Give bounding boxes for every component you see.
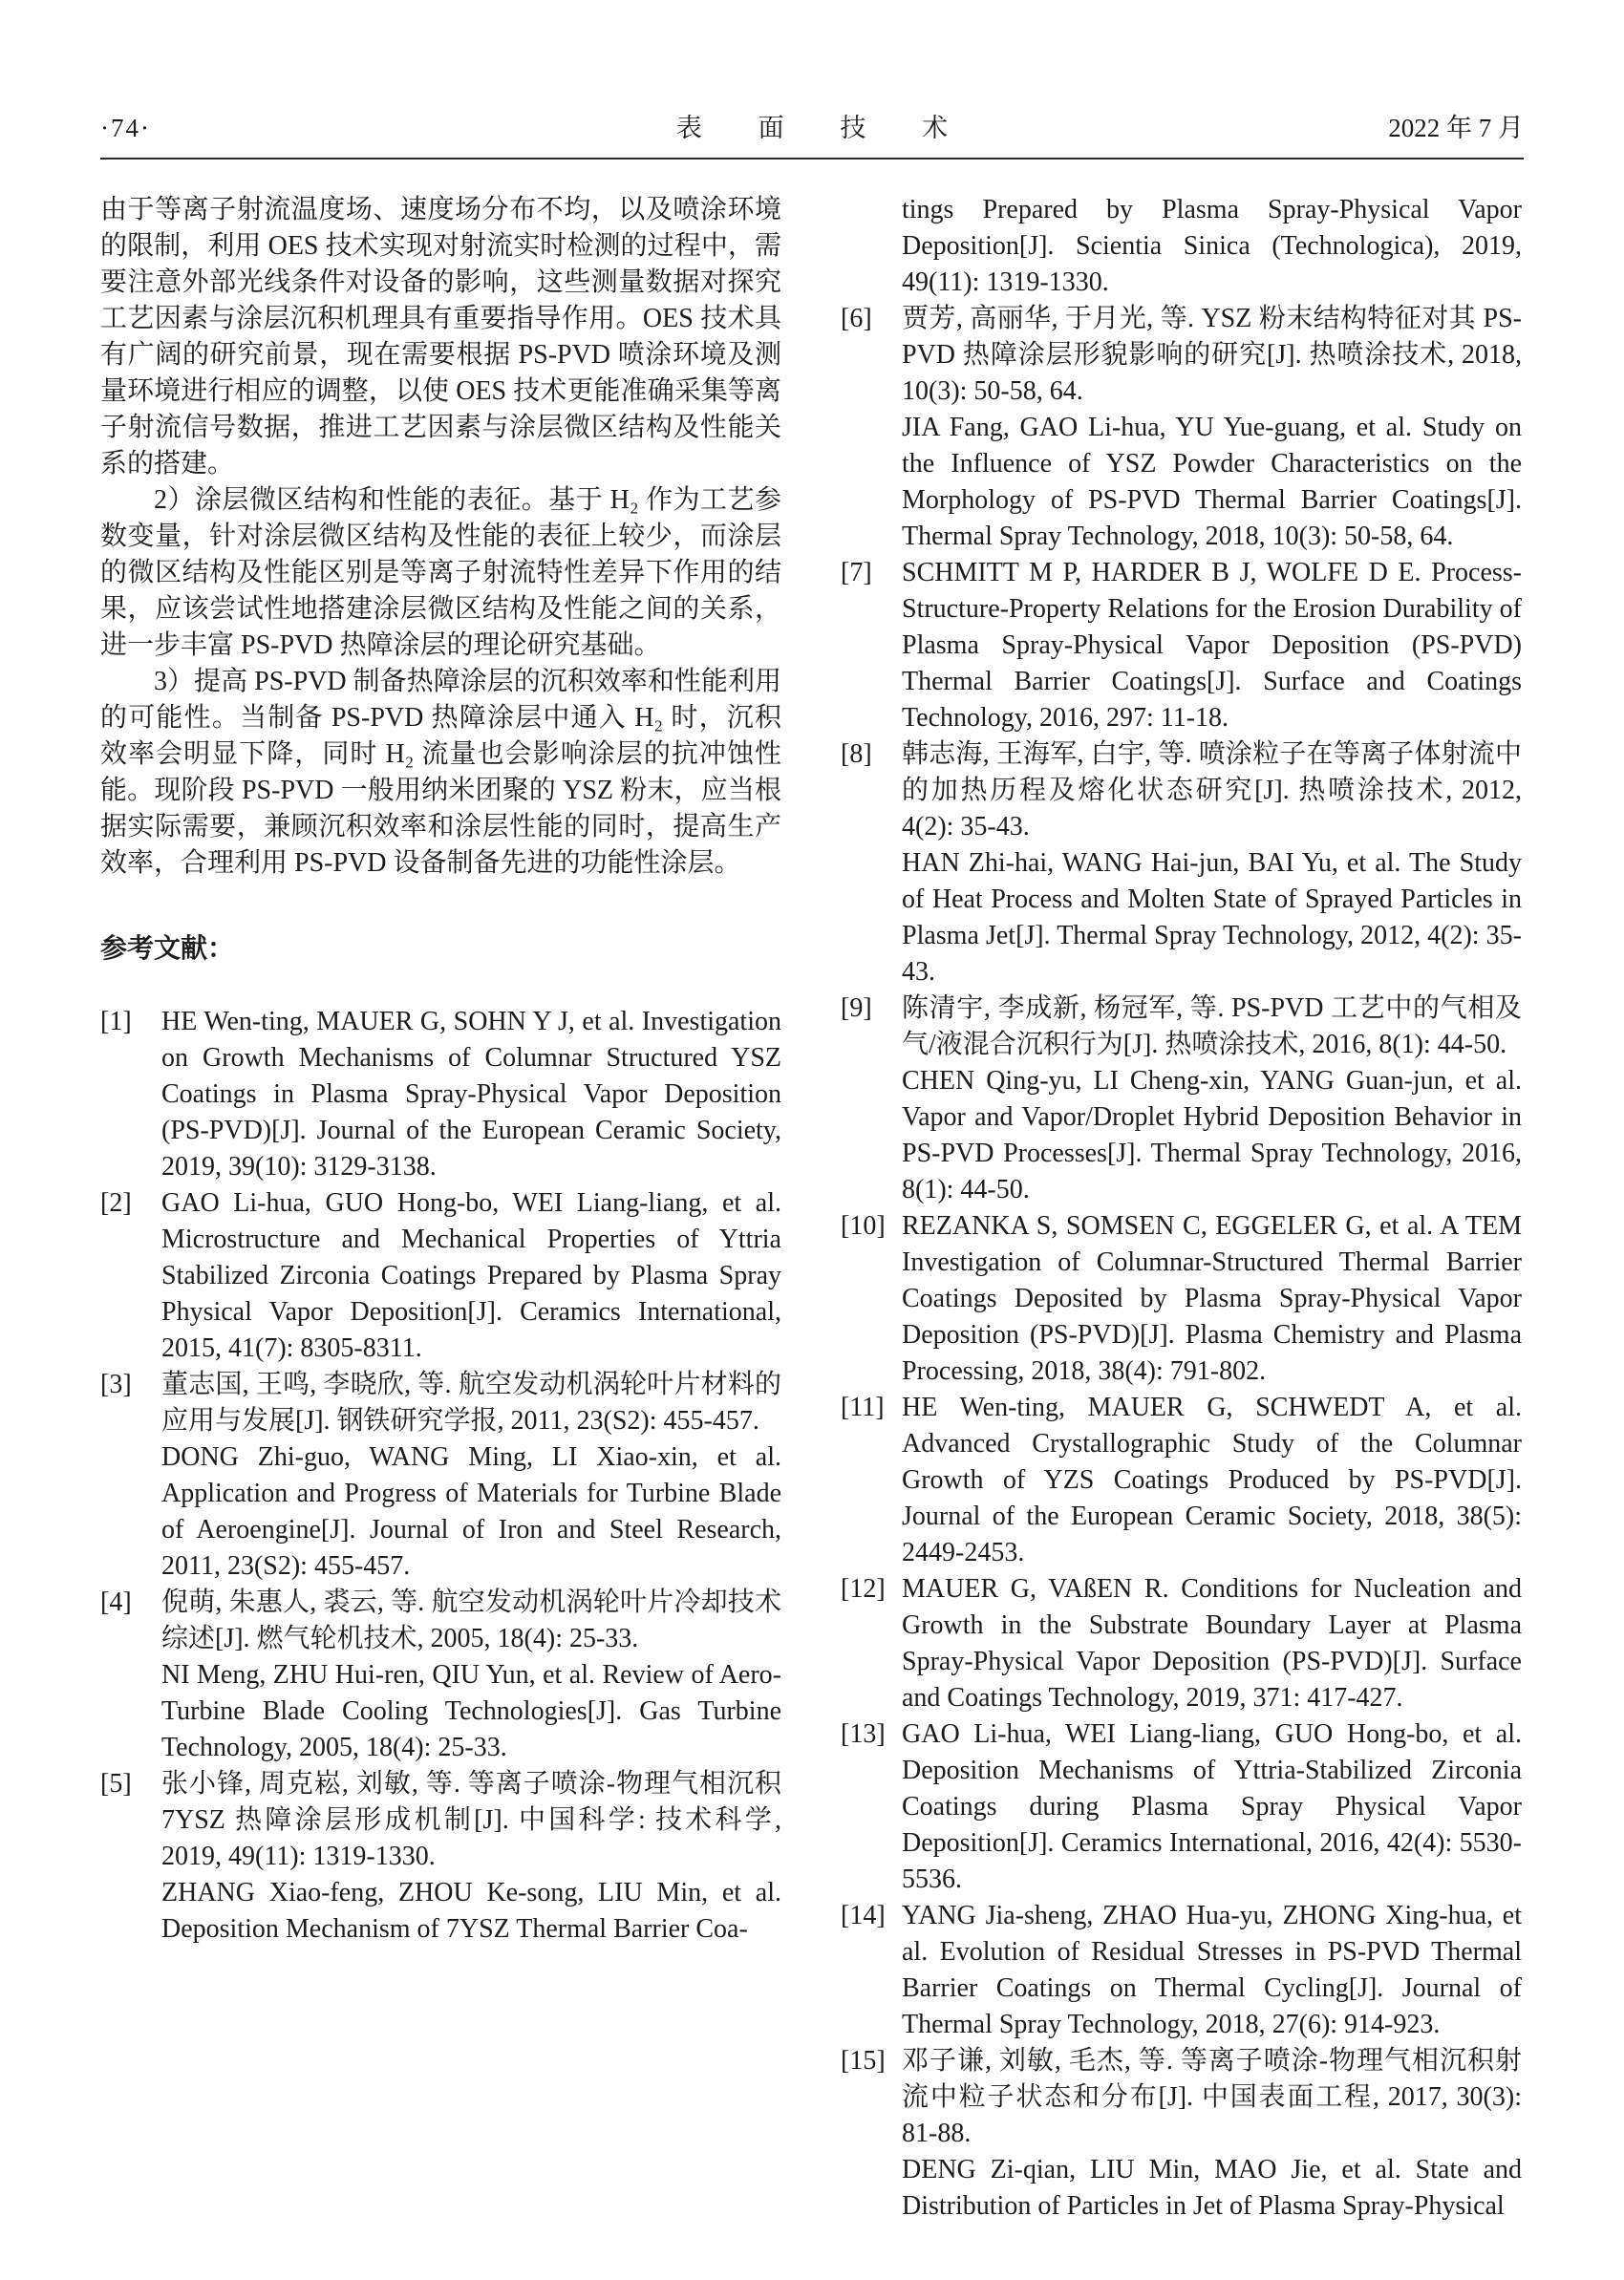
reference-number: [3] bbox=[100, 1370, 132, 1399]
reference-text: 贾芳, 高丽华, 于月光, 等. YSZ 粉末结构特征对其 PS-PVD 热障涂层形貌影响的研究[J]. 热喷涂技术, 2018, 10(3): 50-58, 64. bbox=[902, 304, 1522, 406]
reference-number: [5] bbox=[100, 1769, 132, 1799]
reference-body bbox=[902, 1716, 1522, 1898]
reference-body bbox=[161, 1367, 781, 1585]
reference-item bbox=[841, 301, 1522, 555]
reference-number: [6] bbox=[841, 304, 872, 333]
reference-item bbox=[841, 2043, 1522, 2225]
reference-item bbox=[841, 1716, 1522, 1898]
reference-item bbox=[841, 736, 1522, 991]
reference-text: 董志国, 王鸣, 李晓欣, 等. 航空发动机涡轮叶片材料的应用与发展[J]. 钢铁研究学报, 2011, 23(S2): 455-457. bbox=[161, 1370, 781, 1436]
reference-continuation bbox=[841, 192, 1522, 301]
reference-text: ZHANG Xiao-feng, ZHOU Ke-song, LIU Min, et al. Deposition Mechanism of 7YSZ Thermal Barrier Coa- bbox=[161, 1878, 781, 1944]
reference-number: [11] bbox=[841, 1393, 885, 1422]
reference-number: [7] bbox=[841, 558, 872, 587]
reference-body bbox=[161, 1185, 781, 1367]
reference-number: [13] bbox=[841, 1719, 886, 1749]
reference-item bbox=[100, 1367, 781, 1585]
reference-item bbox=[841, 1208, 1522, 1390]
reference-item bbox=[100, 1766, 781, 1948]
body-paragraph: 3）提高 PS-PVD 制备热障涂层的沉积效率和性能利用的可能性。当制备 PS-PVD 热障涂层中通入 H₂ 时，沉积效率会明显下降，同时 H₂ 流量也会影响涂层的抗冲蚀性能。现阶段 PS-PVD 一般用纳米团聚的 YSZ 粉末，应当根据实际需要，兼顾沉积效率和涂层性能的同时，提高生产效率，合理利用 PS-PVD 设备制备先进的功能性涂层。 bbox=[100, 667, 781, 878]
reference-text: YANG Jia-sheng, ZHAO Hua-yu, ZHONG Xing-hua, et al. Evolution of Residual Stresses in PS-PVD Thermal Barrier Coatings on Thermal Cycling[J]. Journal of Thermal Spray Technology, 2018, 27(6): 914-923. bbox=[902, 1901, 1522, 2039]
journal-title: 表 面 技 术 bbox=[675, 114, 973, 142]
reference-number: [15] bbox=[841, 2046, 886, 2076]
reference-item bbox=[100, 1185, 781, 1367]
reference-item bbox=[841, 1390, 1522, 1571]
reference-body bbox=[902, 1208, 1522, 1390]
references-list-left bbox=[100, 1004, 781, 1948]
reference-number: [9] bbox=[841, 993, 872, 1023]
reference-item bbox=[100, 1004, 781, 1185]
reference-text: HAN Zhi-hai, WANG Hai-jun, BAI Yu, et al. The Study of Heat Process and Molten State of Sprayed Particles in Plasma Jet[J]. Thermal Spray Technology, 2012, 4(2): 35-43. bbox=[902, 848, 1522, 987]
body-paragraph: 2）涂层微区结构和性能的表征。基于 H₂ 作为工艺参数变量，针对涂层微区结构及性能的表征上较少，而涂层的微区结构及性能区别是等离子射流特性差异下作用的结果，应该尝试性地搭建涂层微区结构及性能之间的关系，进一步丰富 PS-PVD 热障涂层的理论研究基础。 bbox=[100, 485, 781, 660]
two-column-body bbox=[100, 192, 1524, 2225]
reference-number: [8] bbox=[841, 739, 872, 769]
reference-text: REZANKA S, SOMSEN C, EGGELER G, et al. A TEM Investigation of Columnar-Structured Thermal Barrier Coatings Deposited by Plasma Spray-Physical Vapor Deposition (PS-PVD)[J]. Plasma Chemistry and Plasma Processing, 2018, 38(4): 791-802. bbox=[902, 1211, 1522, 1386]
reference-body bbox=[902, 301, 1522, 555]
reference-body bbox=[902, 1898, 1522, 2043]
reference-body bbox=[161, 1766, 781, 1948]
reference-number: [4] bbox=[100, 1587, 132, 1617]
reference-body bbox=[161, 1585, 781, 1766]
reference-text: 邓子谦, 刘敏, 毛杰, 等. 等离子喷涂-物理气相沉积射流中粒子状态和分布[J]. 中国表面工程, 2017, 30(3): 81-88. bbox=[902, 2046, 1522, 2148]
reference-number: [12] bbox=[841, 1574, 886, 1604]
reference-text: HE Wen-ting, MAUER G, SOHN Y J, et al. Investigation on Growth Mechanisms of Columnar Structured YSZ Coatings in Plasma Spray-Physical Vapor Deposition (PS-PVD)[J]. Journal of the European Ceramic Society, 2019, 39(10): 3129-3138. bbox=[161, 1007, 781, 1182]
reference-body bbox=[902, 555, 1522, 736]
reference-text: HE Wen-ting, MAUER G, SCHWEDT A, et al. Advanced Crystallographic Study of the Columnar Growth of YZS Coatings Produced by PS-PVD[J]. Journal of the European Ceramic Society, 2018, 38(5): 2449-2453. bbox=[902, 1393, 1522, 1567]
reference-text: GAO Li-hua, WEI Liang-liang, GUO Hong-bo, et al. Deposition Mechanisms of Yttria-Stabilized Zirconia Coatings during Plasma Spray Physical Vapor Deposition[J]. Ceramics International, 2016, 42(4): 5530-5536. bbox=[902, 1719, 1522, 1894]
issue-date: 2022 年 7 月 bbox=[1388, 114, 1524, 142]
reference-text: DENG Zi-qian, LIU Min, MAO Jie, et al. State and Distribution of Particles in Jet of Plasma Spray-Physical bbox=[902, 2155, 1522, 2221]
reference-text: MAUER G, VAßEN R. Conditions for Nucleation and Growth in the Substrate Boundary Layer at Plasma Spray-Physical Vapor Deposition (PS-PVD)[J]. Surface and Coatings Technology, 2019, 371: 417-427. bbox=[902, 1574, 1522, 1713]
reference-body bbox=[902, 1571, 1522, 1716]
reference-body bbox=[902, 1390, 1522, 1571]
reference-item bbox=[841, 555, 1522, 736]
reference-text: tings Prepared by Plasma Spray-Physical Vapor Deposition[J]. Scientia Sinica (Technologica), 2019, 49(11): 1319-1330. bbox=[902, 195, 1522, 297]
reference-text: 陈清宇, 李成新, 杨冠军, 等. PS-PVD 工艺中的气相及气/液混合沉积行为[J]. 热喷涂技术, 2016, 8(1): 44-50. bbox=[902, 993, 1522, 1059]
reference-text: CHEN Qing-yu, LI Cheng-xin, YANG Guan-jun, et al. Vapor and Vapor/Droplet Hybrid Deposition Behavior in PS-PVD Processes[J]. Thermal Spray Technology, 2016, 8(1): 44-50. bbox=[902, 1066, 1522, 1204]
reference-text: SCHMITT M P, HARDER B J, WOLFE D E. Process-Structure-Property Relations for the Erosion Durability of Plasma Spray-Physical Vapor Deposition (PS-PVD) Thermal Barrier Coatings[J]. Surface and Coatings Technology, 2016, 297: 11-18. bbox=[902, 558, 1522, 733]
reference-body bbox=[902, 736, 1522, 991]
reference-text: JIA Fang, GAO Li-hua, YU Yue-guang, et al. Study on the Influence of YSZ Powder Characteristics on the Morphology of PS-PVD Thermal Barrier Coatings[J]. Thermal Spray Technology, 2018, 10(3): 50-58, 64. bbox=[902, 413, 1522, 551]
reference-body bbox=[902, 991, 1522, 1208]
body-paragraph: 由于等离子射流温度场、速度场分布不均，以及喷涂环境的限制，利用 OES 技术实现对射流实时检测的过程中，需要注意外部光线条件对设备的影响，这些测量数据对探究工艺因素与涂层沉积机理具有重要指导作用。OES 技术具有广阔的研究前景，现在需要根据 PS-PVD 喷涂环境及测量环境进行相应的调整，以使 OES 技术更能准确采集等离子射流信号数据，推进工艺因素与涂层微区结构及性能关系的搭建。 bbox=[100, 195, 781, 479]
reference-number: [10] bbox=[841, 1211, 886, 1241]
reference-number: [2] bbox=[100, 1188, 132, 1218]
references-list-right bbox=[841, 301, 1522, 2225]
right-column bbox=[841, 192, 1522, 2225]
page-number: ·74· bbox=[100, 114, 151, 142]
reference-text: 韩志海, 王海军, 白宇, 等. 喷涂粒子在等离子体射流中的加热历程及熔化状态研究[J]. 热喷涂技术, 2012, 4(2): 35-43. bbox=[902, 739, 1522, 842]
reference-item bbox=[841, 991, 1522, 1208]
reference-text: 倪萌, 朱惠人, 裘云, 等. 航空发动机涡轮叶片冷却技术综述[J]. 燃气轮机技术, 2005, 18(4): 25-33. bbox=[161, 1587, 781, 1653]
reference-number: [1] bbox=[100, 1007, 132, 1036]
left-column bbox=[100, 192, 781, 2225]
reference-body bbox=[161, 1004, 781, 1185]
reference-item bbox=[100, 1585, 781, 1766]
reference-text: 张小锋, 周克崧, 刘敏, 等. 等离子喷涂-物理气相沉积 7YSZ 热障涂层形成机制[J]. 中国科学: 技术科学, 2019, 49(11): 1319-1330. bbox=[161, 1769, 781, 1871]
reference-body bbox=[902, 2043, 1522, 2225]
page-header bbox=[100, 107, 1524, 160]
reference-number: [14] bbox=[841, 1901, 886, 1930]
reference-text: NI Meng, ZHU Hui-ren, QIU Yun, et al. Review of Aero-Turbine Blade Cooling Technologies[J]. Gas Turbine Technology, 2005, 18(4): 25-33. bbox=[161, 1660, 781, 1762]
reference-item bbox=[841, 1571, 1522, 1716]
reference-text: DONG Zhi-guo, WANG Ming, LI Xiao-xin, et al. Application and Progress of Materials for Turbine Blade of Aeroengine[J]. Journal of Iron and Steel Research, 2011, 23(S2): 455-457. bbox=[161, 1442, 781, 1581]
reference-text: GAO Li-hua, GUO Hong-bo, WEI Liang-liang, et al. Microstructure and Mechanical Properties of Yttria Stabilized Zirconia Coatings Prepared by Plasma Spray Physical Vapor Deposition[J]. Ceramics International, 2015, 41(7): 8305-8311. bbox=[161, 1188, 781, 1363]
reference-item bbox=[841, 1898, 1522, 2043]
references-heading: 参考文献： bbox=[100, 934, 235, 964]
